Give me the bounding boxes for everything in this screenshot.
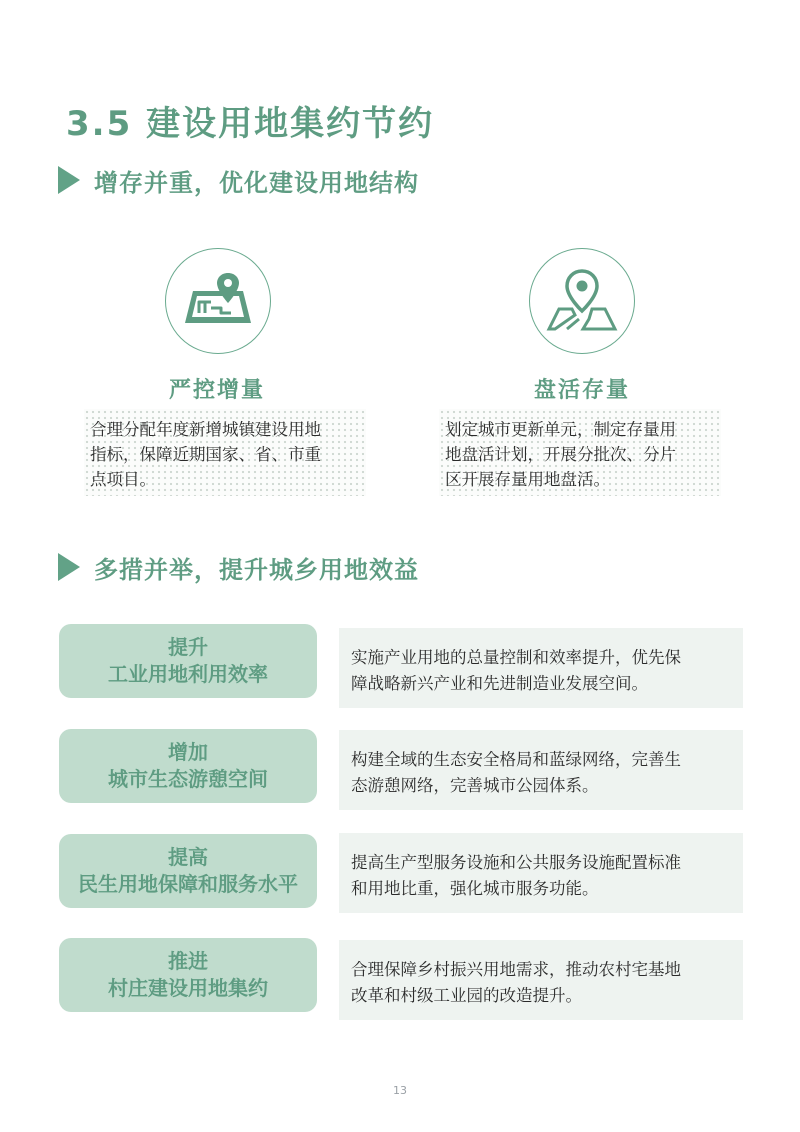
measure-label-industrial: [59, 624, 317, 698]
section-heading-text: 多措并举，提升城乡用地效益: [94, 555, 419, 584]
measure-desc-line: 态游憩网络，完善城市公园体系。: [351, 776, 599, 795]
card-text-line: 地盘活计划，开展分批次、分片: [445, 445, 676, 464]
measure-label-line2: 城市生态游憩空间: [108, 767, 268, 791]
card-text-line: 点项目。: [90, 470, 156, 489]
section-heading-text: 增存并重，优化建设用地结构: [94, 168, 419, 197]
card-title-revitalize-stock: 盘活存量: [533, 378, 630, 403]
measure-label-line2: 村庄建设用地集约: [108, 976, 268, 1000]
page-number: 13: [393, 1084, 407, 1097]
section-heading-efficiency: [58, 547, 419, 587]
measure-desc-village: [339, 940, 743, 1020]
measure-label-line1: 增加: [168, 740, 208, 764]
card-text-revitalize-stock: [439, 409, 721, 496]
measure-desc-line: 改革和村级工业园的改造提升。: [351, 986, 582, 1005]
measure-desc-livelihood: [339, 833, 743, 913]
measure-desc-ecology: [339, 730, 743, 810]
measure-label-line1: 提升: [168, 635, 208, 659]
measure-desc-line: 合理保障乡村振兴用地需求，推动农村宅基地: [351, 960, 681, 979]
measure-desc-line: 障战略新兴产业和先进制造业发展空间。: [351, 674, 648, 693]
card-text-line: 指标，保障近期国家、省、市重: [90, 445, 321, 464]
measure-desc-line: 提高生产型服务设施和公共服务设施配置标准: [351, 853, 681, 872]
map-pin-road-icon: [165, 248, 271, 354]
measure-desc-line: 实施产业用地的总量控制和效率提升，优先保: [351, 648, 681, 667]
measure-label-line2: 民生用地保障和服务水平: [78, 872, 298, 896]
measure-label-line1: 推进: [168, 949, 208, 973]
page-title: 3.5 建设用地集约节约: [66, 104, 435, 144]
card-text-control-increment: [84, 409, 366, 496]
card-title-control-increment: 严控增量: [168, 378, 265, 403]
measure-label-village: [59, 938, 317, 1012]
triangle-bullet-icon: [58, 553, 80, 581]
card-text-line: 区开展存量用地盘活。: [445, 470, 610, 489]
measure-desc-industrial: [339, 628, 743, 708]
card-text-line: 划定城市更新单元，制定存量用: [445, 420, 676, 439]
card-text-line: 合理分配年度新增城镇建设用地: [90, 420, 321, 439]
measure-label-livelihood: [59, 834, 317, 908]
measure-label-line2: 工业用地利用效率: [108, 662, 268, 686]
triangle-bullet-icon: [58, 166, 80, 194]
map-pin-icon: [529, 248, 635, 354]
measure-label-line1: 提高: [168, 845, 208, 869]
measure-label-ecology: [59, 729, 317, 803]
measure-desc-line: 和用地比重，强化城市服务功能。: [351, 879, 599, 898]
section-heading-structure: [58, 160, 419, 200]
measure-desc-line: 构建全域的生态安全格局和蓝绿网络，完善生: [351, 750, 681, 769]
